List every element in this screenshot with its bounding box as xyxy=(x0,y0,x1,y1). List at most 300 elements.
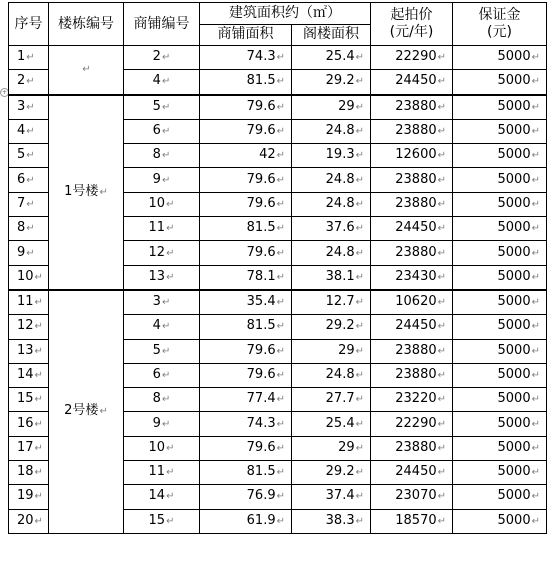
deposit-cell xyxy=(453,192,547,216)
loft-area-cell-value: 24.8 xyxy=(325,123,355,139)
price-cell xyxy=(371,265,453,290)
shop-cell xyxy=(124,95,200,120)
seq-cell xyxy=(9,119,49,143)
deposit-cell-value: 5000 xyxy=(497,318,531,334)
paragraph-mark-icon: ↵ xyxy=(161,52,171,64)
shop-area-cell xyxy=(200,388,292,412)
building-label: 1号楼 xyxy=(64,183,99,199)
loft-area-cell-value: 29 xyxy=(338,98,355,114)
header-deposit-label: 保证金 xyxy=(478,7,521,23)
paragraph-mark-icon: ↵ xyxy=(276,515,285,527)
paragraph-mark-icon: ↵ xyxy=(99,406,108,418)
deposit-cell xyxy=(453,144,547,168)
deposit-cell-value: 5000 xyxy=(497,439,531,455)
paragraph-mark-icon: ↵ xyxy=(437,394,446,406)
shop-cell xyxy=(124,46,200,70)
deposit-cell xyxy=(453,95,547,120)
paragraph-mark-icon: ↵ xyxy=(437,491,446,503)
shop-cell xyxy=(124,192,200,216)
paragraph-mark-icon: ↵ xyxy=(166,223,175,235)
shop-cell-value: 6 xyxy=(152,123,161,139)
shop-area-cell xyxy=(200,46,292,70)
seq-cell xyxy=(9,485,49,509)
seq-cell xyxy=(9,46,49,70)
shop-cell-value: 9 xyxy=(152,415,161,431)
shop-cell xyxy=(124,241,200,265)
paragraph-mark-icon: ↵ xyxy=(355,126,364,138)
deposit-cell-value: 5000 xyxy=(497,391,531,407)
deposit-cell xyxy=(453,241,547,265)
price-cell xyxy=(371,46,453,70)
price-cell-value: 23880 xyxy=(395,123,437,139)
seq-cell xyxy=(9,388,49,412)
table-row xyxy=(9,46,547,70)
deposit-cell xyxy=(453,339,547,363)
deposit-cell-value: 5000 xyxy=(497,98,531,114)
paragraph-mark-icon: ↵ xyxy=(34,297,43,309)
shop-cell xyxy=(124,388,200,412)
paragraph-mark-icon: ↵ xyxy=(531,247,540,259)
price-cell xyxy=(371,241,453,265)
loft-area-cell-value: 24.8 xyxy=(325,244,355,260)
paragraph-mark-icon: ↵ xyxy=(355,198,364,210)
loft-area-cell xyxy=(292,363,371,387)
loft-area-cell-value: 19.3 xyxy=(325,147,355,163)
price-cell xyxy=(371,436,453,460)
paragraph-mark-icon: ↵ xyxy=(161,150,171,162)
deposit-cell-value: 5000 xyxy=(497,123,531,139)
loft-area-cell xyxy=(292,241,371,265)
shop-cell-value: 8 xyxy=(152,391,161,407)
shop-area-cell-value: 81.5 xyxy=(246,220,276,236)
shop-area-cell xyxy=(200,412,292,436)
shop-area-cell xyxy=(200,70,292,95)
loft-area-cell xyxy=(292,388,371,412)
shop-cell-value: 5 xyxy=(152,342,161,358)
price-cell xyxy=(371,192,453,216)
paragraph-mark-icon: ↵ xyxy=(276,297,285,309)
price-cell xyxy=(371,315,453,339)
shop-cell xyxy=(124,265,200,290)
shop-area-cell xyxy=(200,339,292,363)
loft-area-cell xyxy=(292,412,371,436)
price-cell-value: 12600 xyxy=(395,147,437,163)
paragraph-mark-icon: ↵ xyxy=(276,321,285,333)
deposit-cell xyxy=(453,315,547,339)
price-cell xyxy=(371,363,453,387)
price-cell xyxy=(371,412,453,436)
shop-cell-value: 11 xyxy=(148,220,166,236)
shop-cell xyxy=(124,168,200,192)
price-cell xyxy=(371,119,453,143)
deposit-cell xyxy=(453,388,547,412)
shop-cell xyxy=(124,70,200,95)
price-cell xyxy=(371,388,453,412)
paragraph-mark-icon: ↵ xyxy=(161,174,171,186)
paragraph-mark-icon: ↵ xyxy=(531,394,540,406)
shop-cell-value: 12 xyxy=(148,244,166,260)
paragraph-mark-icon: ↵ xyxy=(355,370,364,381)
loft-area-cell xyxy=(292,144,371,168)
deposit-cell-value: 5000 xyxy=(497,367,531,382)
paragraph-mark-icon: ↵ xyxy=(437,76,446,88)
paragraph-mark-icon: ↵ xyxy=(161,76,171,88)
seq-cell xyxy=(9,144,49,168)
paragraph-mark-icon: ↵ xyxy=(34,442,43,454)
seq-cell-value: 19 xyxy=(17,488,34,504)
price-cell xyxy=(371,461,453,485)
price-cell-value: 24450 xyxy=(395,220,437,236)
shop-area-cell xyxy=(200,241,292,265)
paragraph-mark-icon: ↵ xyxy=(437,271,446,283)
price-cell xyxy=(371,168,453,192)
paragraph-mark-icon: ↵ xyxy=(355,150,364,162)
shop-cell-value: 2 xyxy=(152,49,161,65)
seq-cell xyxy=(9,315,49,339)
loft-area-cell xyxy=(292,461,371,485)
header-seq: 序号 xyxy=(9,3,49,46)
price-cell xyxy=(371,290,453,315)
paragraph-mark-icon: ↵ xyxy=(437,297,446,309)
seq-cell xyxy=(9,509,49,533)
paragraph-mark-icon: ↵ xyxy=(276,247,285,259)
seq-cell xyxy=(9,461,49,485)
paragraph-mark-icon: ↵ xyxy=(531,76,540,88)
shop-cell-value: 3 xyxy=(152,294,161,310)
shop-cell xyxy=(124,436,200,460)
paragraph-mark-icon: ↵ xyxy=(276,52,285,64)
loft-area-cell-value: 12.7 xyxy=(325,294,355,310)
table-row xyxy=(9,95,547,120)
paragraph-mark-icon: ↵ xyxy=(531,271,540,283)
price-cell-value: 22290 xyxy=(395,49,437,65)
seq-cell-value: 10 xyxy=(17,268,34,284)
deposit-cell xyxy=(453,217,547,241)
deposit-cell-value: 5000 xyxy=(497,49,531,65)
deposit-cell-value: 5000 xyxy=(497,244,531,260)
seq-cell xyxy=(9,95,49,120)
building-cell-2 xyxy=(49,290,124,533)
loft-area-cell xyxy=(292,339,371,363)
paragraph-mark-icon: ↵ xyxy=(276,198,285,210)
paragraph-mark-icon: ↵ xyxy=(166,198,175,210)
paragraph-mark-icon: ↵ xyxy=(531,198,540,210)
price-cell xyxy=(371,217,453,241)
shop-cell-value: 4 xyxy=(152,318,161,334)
shop-cell-value: 4 xyxy=(152,73,161,89)
header-building: 楼栋编号 xyxy=(49,3,124,46)
seq-cell-value: 12 xyxy=(17,318,34,334)
shop-cell xyxy=(124,217,200,241)
paragraph-mark-icon: ↵ xyxy=(34,345,43,357)
paragraph-mark-icon: ↵ xyxy=(437,174,446,186)
seq-cell xyxy=(9,168,49,192)
building-cell-blank xyxy=(49,46,124,95)
seq-cell-value: 11 xyxy=(17,294,34,310)
paragraph-mark-icon: ↵ xyxy=(166,442,175,454)
shop-cell-value: 14 xyxy=(148,488,166,504)
seq-cell-value: 16 xyxy=(17,415,34,431)
paragraph-mark-icon: ↵ xyxy=(26,223,35,235)
price-cell-value: 18570 xyxy=(395,512,437,528)
paragraph-mark-icon: ↵ xyxy=(26,126,35,138)
paragraph-mark-icon: ↵ xyxy=(355,174,364,186)
paragraph-mark-icon: ↵ xyxy=(34,370,43,381)
price-cell xyxy=(371,144,453,168)
paragraph-mark-icon: ↵ xyxy=(276,467,285,479)
shop-area-cell xyxy=(200,509,292,533)
price-cell-value: 23880 xyxy=(395,342,437,358)
seq-cell-value: 5 xyxy=(17,147,26,163)
loft-area-cell-value: 25.4 xyxy=(325,49,355,65)
shop-area-cell-value: 74.3 xyxy=(246,49,276,65)
seq-cell xyxy=(9,363,49,387)
paragraph-mark-icon: ↵ xyxy=(531,467,540,479)
shop-cell xyxy=(124,412,200,436)
paragraph-mark-icon: ↵ xyxy=(437,345,446,357)
deposit-cell xyxy=(453,436,547,460)
paragraph-mark-icon: ↵ xyxy=(166,467,175,479)
seq-cell-value: 17 xyxy=(17,439,34,455)
loft-area-cell xyxy=(292,315,371,339)
paragraph-mark-icon: ↵ xyxy=(531,223,540,235)
seq-cell xyxy=(9,436,49,460)
shop-area-cell-value: 81.5 xyxy=(246,318,276,334)
paragraph-mark-icon: ↵ xyxy=(531,370,540,381)
shop-area-cell-value: 79.6 xyxy=(246,123,276,139)
paragraph-mark-icon: ↵ xyxy=(531,321,540,333)
loft-area-cell-value: 29.2 xyxy=(325,73,355,89)
loft-area-cell xyxy=(292,95,371,120)
shop-cell xyxy=(124,119,200,143)
loft-area-cell xyxy=(292,168,371,192)
paragraph-mark-icon: ↵ xyxy=(437,198,446,210)
paragraph-mark-icon: ↵ xyxy=(276,418,285,430)
price-cell-value: 23430 xyxy=(395,268,437,284)
shop-cell xyxy=(124,485,200,509)
deposit-cell xyxy=(453,168,547,192)
price-cell-value: 23880 xyxy=(395,439,437,455)
paragraph-mark-icon: ↵ xyxy=(355,297,364,309)
paragraph-mark-icon: ↵ xyxy=(161,126,171,138)
paragraph-mark-icon: ↵ xyxy=(276,150,285,162)
paragraph-mark-icon: ↵ xyxy=(276,345,285,357)
price-cell xyxy=(371,339,453,363)
paragraph-mark-icon: ↵ xyxy=(531,491,540,503)
price-cell xyxy=(371,95,453,120)
paragraph-mark-icon: ↵ xyxy=(437,515,446,527)
shop-area-cell xyxy=(200,95,292,120)
paragraph-mark-icon: ↵ xyxy=(166,247,175,259)
shop-area-cell-value: 81.5 xyxy=(246,464,276,480)
price-cell-value: 23220 xyxy=(395,391,437,407)
paragraph-mark-icon: ↵ xyxy=(437,52,446,64)
paragraph-mark-icon: ↵ xyxy=(276,174,285,186)
loft-area-cell-value: 29 xyxy=(338,342,355,358)
loft-area-cell xyxy=(292,509,371,533)
loft-area-cell xyxy=(292,485,371,509)
seq-cell xyxy=(9,192,49,216)
paragraph-mark-icon: ↵ xyxy=(26,198,35,210)
shop-cell xyxy=(124,339,200,363)
loft-area-cell xyxy=(292,70,371,95)
seq-cell xyxy=(9,412,49,436)
shop-area-cell-value: 79.6 xyxy=(246,342,276,358)
seq-cell xyxy=(9,217,49,241)
shop-area-cell-value: 79.6 xyxy=(246,98,276,114)
shop-cell xyxy=(124,461,200,485)
seq-cell-value: 2 xyxy=(17,73,26,89)
price-cell-value: 23070 xyxy=(395,488,437,504)
seq-cell xyxy=(9,70,49,95)
shop-area-cell-value: 61.9 xyxy=(246,512,276,528)
seq-cell-value: 8 xyxy=(17,220,26,236)
seq-cell-value: 4 xyxy=(17,123,26,139)
loft-area-cell xyxy=(292,46,371,70)
loft-area-cell-value: 29 xyxy=(338,439,355,455)
shop-cell-value: 6 xyxy=(152,367,161,382)
deposit-cell-value: 5000 xyxy=(497,464,531,480)
deposit-cell-value: 5000 xyxy=(497,415,531,431)
paragraph-mark-icon: ↵ xyxy=(276,223,285,235)
seq-cell-value: 9 xyxy=(17,244,26,260)
loft-area-cell-value: 24.8 xyxy=(325,171,355,187)
paragraph-mark-icon: ↵ xyxy=(531,442,540,454)
paragraph-mark-icon: ↵ xyxy=(276,491,285,503)
paragraph-mark-icon: ↵ xyxy=(161,297,171,309)
header-row-1 xyxy=(9,3,547,25)
shop-area-cell-value: 79.6 xyxy=(246,244,276,260)
paragraph-mark-icon: ↵ xyxy=(34,321,43,333)
paragraph-mark-icon: ↵ xyxy=(26,247,35,259)
paragraph-mark-icon: ↵ xyxy=(437,321,446,333)
paragraph-mark-icon: ↵ xyxy=(99,186,108,198)
header-loft-area: 阁楼面积 xyxy=(292,24,371,46)
price-cell-value: 24450 xyxy=(395,73,437,89)
table-move-handle-icon[interactable]: + xyxy=(1,89,8,96)
paragraph-mark-icon: ↵ xyxy=(355,101,364,113)
loft-area-cell-value: 29.2 xyxy=(325,464,355,480)
deposit-cell xyxy=(453,119,547,143)
shop-area-cell-value: 42 xyxy=(259,147,276,163)
paragraph-mark-icon: ↵ xyxy=(161,394,171,406)
auction-table xyxy=(8,2,547,534)
loft-area-cell-value: 24.8 xyxy=(325,367,355,382)
loft-area-cell-value: 38.3 xyxy=(325,512,355,528)
header-area-group: 建筑面积约（㎡） xyxy=(200,3,371,25)
shop-area-cell xyxy=(200,119,292,143)
paragraph-mark-icon: ↵ xyxy=(355,394,364,406)
shop-area-cell xyxy=(200,265,292,290)
header-shop-area: 商铺面积 xyxy=(200,24,292,46)
shop-area-cell xyxy=(200,485,292,509)
paragraph-mark-icon: ↵ xyxy=(26,101,35,113)
loft-area-cell-value: 37.6 xyxy=(325,220,355,236)
shop-cell-value: 8 xyxy=(152,147,161,163)
shop-area-cell-value: 79.6 xyxy=(246,195,276,211)
building-cell-1 xyxy=(49,95,124,290)
shop-area-cell-value: 78.1 xyxy=(246,268,276,284)
loft-area-cell xyxy=(292,217,371,241)
shop-cell-value: 15 xyxy=(148,512,166,528)
shop-cell-value: 10 xyxy=(148,439,166,455)
shop-cell xyxy=(124,144,200,168)
seq-cell-value: 14 xyxy=(17,367,34,382)
paragraph-mark-icon: ↵ xyxy=(531,101,540,113)
paragraph-mark-icon: ↵ xyxy=(82,64,91,76)
shop-area-cell xyxy=(200,315,292,339)
shop-cell xyxy=(124,363,200,387)
building-label: 2号楼 xyxy=(64,403,99,419)
paragraph-mark-icon: ↵ xyxy=(355,515,364,527)
deposit-cell xyxy=(453,509,547,533)
loft-area-cell xyxy=(292,290,371,315)
shop-cell-value: 13 xyxy=(148,268,166,284)
paragraph-mark-icon: ↵ xyxy=(355,76,364,88)
paragraph-mark-icon: ↵ xyxy=(34,467,43,479)
shop-area-cell-value: 77.4 xyxy=(246,391,276,407)
paragraph-mark-icon: ↵ xyxy=(276,394,285,406)
loft-area-cell-value: 25.4 xyxy=(325,415,355,431)
paragraph-mark-icon: ↵ xyxy=(276,271,285,283)
paragraph-mark-icon: ↵ xyxy=(355,418,364,430)
deposit-cell-value: 5000 xyxy=(497,171,531,187)
shop-cell-value: 5 xyxy=(152,98,161,114)
paragraph-mark-icon: ↵ xyxy=(531,418,540,430)
paragraph-mark-icon: ↵ xyxy=(355,52,364,64)
shop-area-cell xyxy=(200,290,292,315)
deposit-cell-value: 5000 xyxy=(497,147,531,163)
paragraph-mark-icon: ↵ xyxy=(161,345,171,357)
paragraph-mark-icon: ↵ xyxy=(437,247,446,259)
price-cell-value: 23880 xyxy=(395,98,437,114)
seq-cell xyxy=(9,290,49,315)
paragraph-mark-icon: ↵ xyxy=(531,126,540,138)
shop-area-cell xyxy=(200,363,292,387)
paragraph-mark-icon: ↵ xyxy=(34,394,43,406)
paragraph-mark-icon: ↵ xyxy=(34,271,43,283)
shop-cell-value: 10 xyxy=(148,195,166,211)
seq-cell-value: 1 xyxy=(17,49,26,65)
header-price xyxy=(371,3,453,46)
loft-area-cell xyxy=(292,436,371,460)
deposit-cell-value: 5000 xyxy=(497,342,531,358)
paragraph-mark-icon: ↵ xyxy=(437,418,446,430)
shop-area-cell xyxy=(200,217,292,241)
paragraph-mark-icon: ↵ xyxy=(531,297,540,309)
header-price-unit: (元/年) xyxy=(389,24,434,40)
seq-cell-value: 15 xyxy=(17,391,34,407)
loft-area-cell-value: 27.7 xyxy=(325,391,355,407)
deposit-cell-value: 5000 xyxy=(497,512,531,528)
loft-area-cell-value: 37.4 xyxy=(325,488,355,504)
price-cell-value: 24450 xyxy=(395,464,437,480)
price-cell xyxy=(371,70,453,95)
seq-cell xyxy=(9,265,49,290)
paragraph-mark-icon: ↵ xyxy=(355,491,364,503)
paragraph-mark-icon: ↵ xyxy=(26,150,35,162)
seq-cell-value: 13 xyxy=(17,342,34,358)
deposit-cell xyxy=(453,363,547,387)
paragraph-mark-icon: ↵ xyxy=(26,52,35,64)
deposit-cell-value: 5000 xyxy=(497,488,531,504)
shop-cell xyxy=(124,290,200,315)
deposit-cell-value: 5000 xyxy=(497,268,531,284)
seq-cell xyxy=(9,241,49,265)
shop-area-cell-value: 81.5 xyxy=(246,73,276,89)
seq-cell xyxy=(9,339,49,363)
paragraph-mark-icon: ↵ xyxy=(161,321,171,333)
